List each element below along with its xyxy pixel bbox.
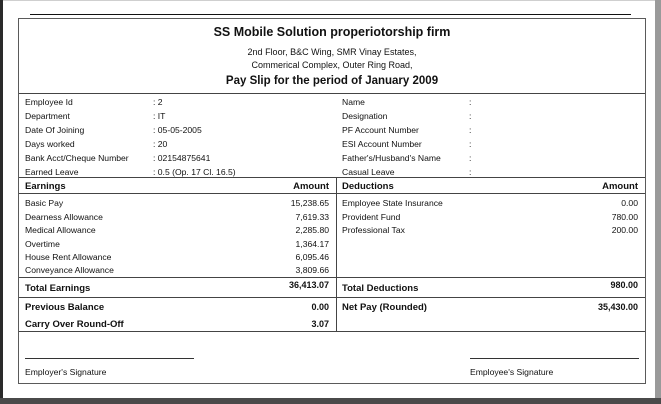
window-scrollbar[interactable] [655,0,661,404]
employee-id-value: : 2 [153,97,163,107]
pay-slip-sheet [18,18,646,384]
earnings-item-label: Medical Allowance [25,225,96,235]
deductions-amount-header: Amount [602,181,638,192]
name-label: Name [342,97,365,107]
days-worked-label: Days worked [25,139,75,149]
earnings-item-amount: 2,285.80 [295,225,329,235]
employer-signature-label: Employer's Signature [25,367,107,377]
window-frame-top [0,0,661,1]
divider-top [19,93,645,94]
date-of-joining-label: Date Of Joining [25,125,85,135]
pf-account-label: PF Account Number [342,125,419,135]
page-top-rule [30,14,631,15]
deductions-item-amount: 0.00 [621,198,638,208]
deductions-item-label: Employee State Insurance [342,198,443,208]
earnings-item-label: Dearness Allowance [25,212,103,222]
employee-id-label: Employee Id [25,97,73,107]
carry-over-amount: 3.07 [311,319,329,329]
employee-signature-line [470,358,639,359]
table-header-rule [19,193,645,194]
carry-over-label: Carry Over Round-Off [25,319,124,330]
esi-account-label: ESI Account Number [342,139,422,149]
casual-leave-label: Casual Leave [342,167,395,177]
previous-balance-label: Previous Balance [25,302,105,313]
total-deductions-amount: 980.00 [610,280,638,290]
column-divider [336,177,337,331]
total-deductions-label: Total Deductions [342,283,419,294]
earnings-item-label: Conveyance Allowance [25,265,114,275]
totals-bottom-rule [19,297,645,298]
earnings-item-label: House Rent Allowance [25,252,112,262]
company-address-line-2: Commerical Complex, Outer Ring Road, [251,60,413,70]
company-name: SS Mobile Solution properiotorship firm [213,25,451,39]
pay-slip-title: Pay Slip for the period of January 2009 [225,75,439,87]
total-earnings-label: Total Earnings [25,283,91,294]
summary-bottom-rule [19,331,645,332]
pf-account-value: : [469,125,472,135]
bank-account-label: Bank Acct/Cheque Number [25,153,129,163]
earnings-item-amount: 15,238.65 [290,198,329,208]
department-value: : IT [153,111,166,121]
earnings-item-amount: 1,364.17 [295,239,329,249]
esi-account-value: : [469,139,472,149]
earnings-item-amount: 3,809.66 [295,265,329,275]
window-frame-bottom [0,398,661,404]
net-pay-label: Net Pay (Rounded) [342,302,427,313]
deductions-item-amount: 780.00 [611,212,638,222]
earned-leave-label: Earned Leave [25,167,79,177]
earnings-header: Earnings [25,181,66,192]
name-value: : [469,97,472,107]
earnings-amount-header: Amount [293,181,329,192]
earnings-item-amount: 7,619.33 [295,212,329,222]
father-husband-name-label: Father's/Husband's Name [342,153,441,163]
employer-signature-line [25,358,194,359]
company-address-line-1: 2nd Floor, B&C Wing, SMR Vinay Estates, [247,47,417,57]
total-earnings-amount: 36,413.07 [288,280,329,290]
deductions-item-label: Professional Tax [342,225,405,235]
casual-leave-value: : [469,167,472,177]
employee-signature-label: Employee's Signature [470,367,554,377]
window-frame-left [0,0,3,404]
earnings-item-amount: 6,095.46 [295,252,329,262]
net-pay-amount: 35,430.00 [597,302,638,312]
deductions-item-amount: 200.00 [611,225,638,235]
table-top-rule [19,177,645,178]
deductions-item-label: Provident Fund [342,212,401,222]
table-items-bottom-rule [19,277,645,278]
days-worked-value: : 20 [153,139,168,149]
designation-label: Designation [342,111,388,121]
deductions-header: Deductions [342,181,394,192]
earnings-item-label: Overtime [25,239,60,249]
father-husband-name-value: : [469,153,472,163]
designation-value: : [469,111,472,121]
bank-account-value: : 02154875641 [153,153,211,163]
department-label: Department [25,111,70,121]
earnings-item-label: Basic Pay [25,198,64,208]
date-of-joining-value: : 05-05-2005 [153,125,202,135]
earned-leave-value: : 0.5 (Op. 17 Cl. 16.5) [153,167,236,177]
previous-balance-amount: 0.00 [311,302,329,312]
